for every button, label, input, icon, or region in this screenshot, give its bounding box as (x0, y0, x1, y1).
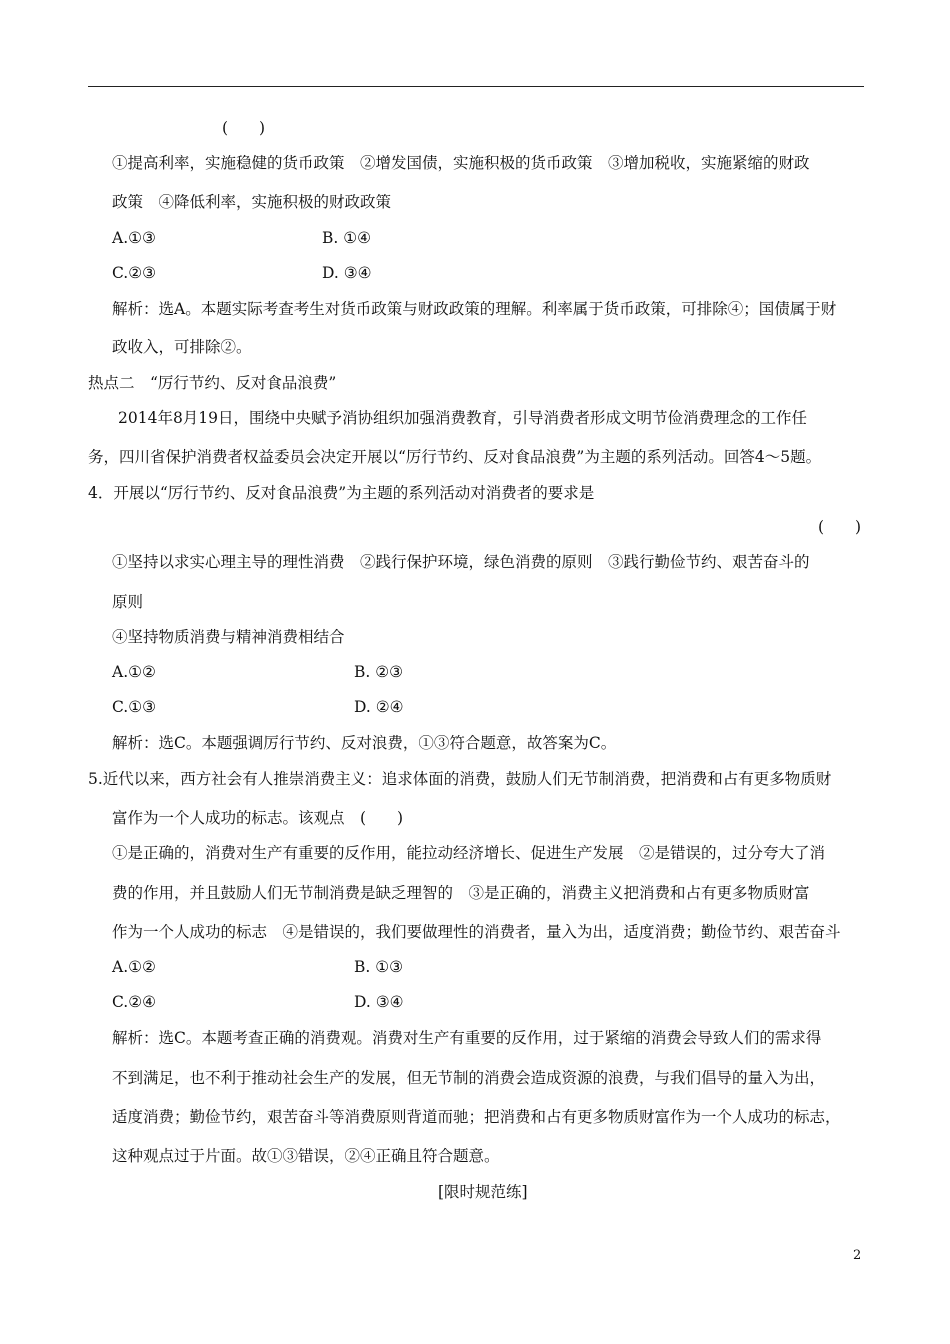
text-line-l11: 2014年8月19日，围绕中央赋予消协组织加强消费教育，引导消费者形成文明节俭消费理念的工作任 (118, 409, 808, 427)
text-line-l25: ①是正确的，消费对生产有重要的反作用，能拉动经济增长、促进生产发展 ②是错误的，过分夸大了消 (112, 844, 826, 862)
header-rule (88, 86, 864, 87)
text-line-l08: 解析：选A。本题实际考查考生对货币政策与财政政策的理解。利率属于货币政策，可排除④；国债属于财 (112, 300, 837, 318)
text-line-l17: ④坚持物质消费与精神消费相结合 (112, 628, 345, 646)
text-line-l18: A.①② (112, 663, 156, 681)
text-line-l31: D. ③④ (354, 993, 404, 1011)
text-line-l01: ( ) (222, 119, 266, 137)
text-line-l23: 5.近代以来，西方社会有人推崇消费主义：追求体面的消费，鼓励人们无节制消费，把消费和占有更多物质财 (88, 770, 832, 788)
text-line-l04: A.①③ (112, 229, 156, 247)
text-line-l10: 热点二 “厉行节约、反对食品浪费” (88, 374, 337, 392)
text-line-l32: 解析：选C。本题考查正确的消费观。消费对生产有重要的反作用，过于紧缩的消费会导致人们的需求得 (112, 1029, 822, 1047)
text-line-l12: 务，四川省保护消费者权益委员会决定开展以“厉行节约、反对食品浪费”为主题的系列活动。回答4～5题。 (88, 448, 822, 466)
text-line-l34: 适度消费；勤俭节约，艰苦奋斗等消费原则背道而驰；把消费和占有更多物质财富作为一个人成功的标志， (112, 1108, 841, 1126)
text-line-l29: B. ①③ (354, 958, 404, 976)
text-line-l20: C.①③ (112, 698, 157, 716)
text-line-l15: ①坚持以求实心理主导的理性消费 ②践行保护环境，绿色消费的原则 ③践行勤俭节约、艰苦奋斗的 (112, 553, 810, 571)
text-line-l05: B. ①④ (322, 229, 372, 247)
text-line-l16: 原则 (112, 593, 144, 611)
text-line-l33: 不到满足，也不利于推动社会生产的发展，但无节制的消费会造成资源的浪费，与我们倡导的量入为出， (112, 1069, 826, 1087)
text-line-l28: A.①② (112, 958, 156, 976)
text-line-l07: D. ③④ (322, 264, 372, 282)
text-line-l09: 政收入，可排除②。 (112, 338, 252, 356)
text-line-l35: 这种观点过于片面。故①③错误，②④正确且符合题意。 (112, 1147, 500, 1165)
text-line-l24: 富作为一个人成功的标志。该观点 ( ) (112, 809, 404, 827)
text-line-l14: ( ) (818, 518, 862, 536)
text-line-l22: 解析：选C。本题强调厉行节约、反对浪费，①③符合题意，故答案为C。 (112, 734, 617, 752)
text-line-l36: [限时规范练] (438, 1183, 528, 1201)
text-line-l27: 作为一个人成功的标志 ④是错误的，我们要做理性的消费者，量入为出，适度消费；勤俭节约、艰苦奋斗 (112, 923, 841, 941)
page-number: 2 (853, 1248, 862, 1263)
text-line-l02: ①提高利率，实施稳健的货币政策 ②增发国债，实施积极的货币政策 ③增加税收，实施紧缩的财政 (112, 154, 810, 172)
text-line-l26: 费的作用，并且鼓励人们无节制消费是缺乏理智的 ③是正确的，消费主义把消费和占有更多物质财富 (112, 884, 810, 902)
text-line-l13: 4．开展以“厉行节约、反对食品浪费”为主题的系列活动对消费者的要求是 (88, 484, 595, 502)
text-line-l30: C.②④ (112, 993, 157, 1011)
text-line-l03: 政策 ④降低利率，实施积极的财政政策 (112, 193, 392, 211)
text-line-l19: B. ②③ (354, 663, 404, 681)
text-line-l21: D. ②④ (354, 698, 404, 716)
text-line-l06: C.②③ (112, 264, 157, 282)
